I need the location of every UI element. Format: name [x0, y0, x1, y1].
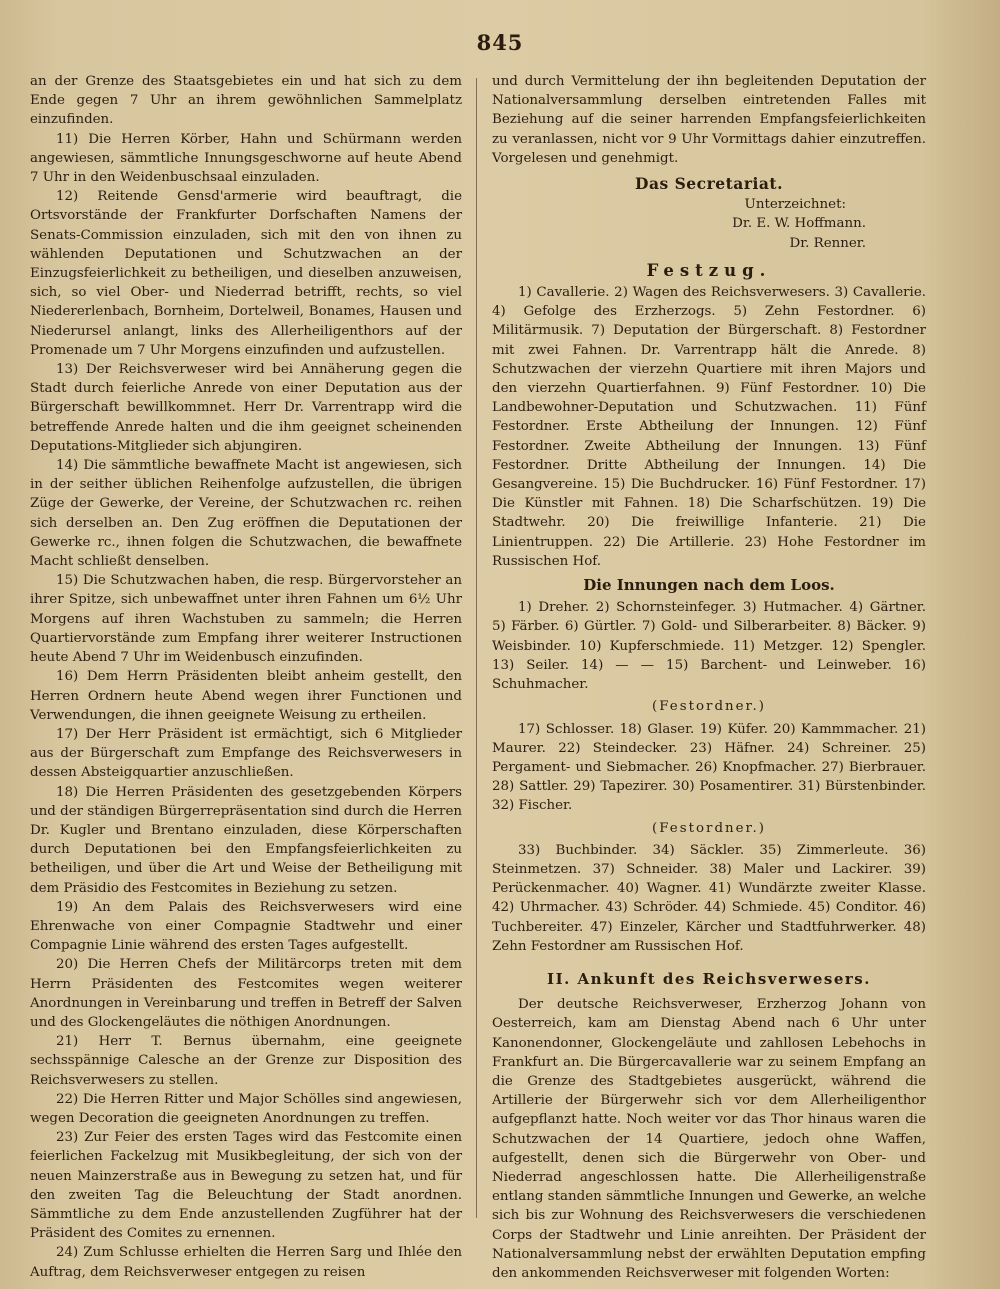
signature-hoffmann: Dr. E. W. Hoffmann. — [732, 216, 866, 232]
section-2-text: Der deutsche Reichsverweser, Erzherzog Johann von Oesterreich, kam am Dienstag Abend nach 6 Uhr unter Kanonendonner, Glockengeläute und zahllosen Lebehochs in Frankfurt an. Die Bürgercavallerie war zu seinem Empfang an die Grenze des Stadtgebietes ausgerückt, während die Artillerie der Bürgerwehr sich vor dem Allerheiligenthor aufgepflanzt hatte. Noch weiter vor das Thor hinaus waren die Schutzwachen der 14 Quartiere, jedoch ohne Waffen, aufgestellt, denen sich die Bürgerwehr von Ober- und Niederrad angeschlossen hatte. Die Allerheiligenstraße entlang standen sämmtliche Innungen und Gewerke, an welche sich bis zur Wohnung des Reichsverwesers die verschiedenen Corps der Stadtwehr und Linie anreihten. Der Präsident der Nationalversammlung nebst der erwählten Deputation empfing den ankommenden Reichsverweser mit folgenden Worten: — [492, 997, 926, 1281]
festordner-subhead-1: (Festordner.) — [652, 699, 766, 715]
column-divider — [476, 78, 477, 1218]
festzug-heading: Festzug. — [646, 260, 772, 280]
secretariat-heading: Das Secretariat. — [635, 174, 783, 194]
festzug-list: 1) Cavallerie. 2) Wagen des Reichsverwesers. 3) Cavallerie. 4) Gefolge des Erzherzogs. 5) Zehn Festordner. 6) Militärmusik. 7) Deputation der Bürgerschaft. 8) Festordner mit zwei Fahnen. Dr. Varrentrapp hält die Anrede. 8) Schutzwachen der vierzehn Quartiere mit ihren Majors und den vierzehn Quartierfahnen. 9) Fünf Festordner. 10) Die Landbewohner-Deputation und Schutzwachen. 11) Fünf Festordner. Erste Abtheilung der Innungen. 12) Fünf Festordner. Zweite Abtheilung der Innungen. 13) Fünf Festordner. Dritte Abtheilung der Innungen. 14) Die Gesangvereine. 15) Die Buchdrucker. 16) Fünf Festordner. 17) Die Künstler mit Fahnen. 18) Die Scharfschützen. 19) Die Stadtwehr. 20) Die freiwillige Infanterie. 21) Die Linientruppen. 22) Die Artillerie. 23) Hohe Festordner im Russischen Hof. — [492, 285, 926, 569]
page-number: 845 — [476, 30, 524, 55]
festordner-subhead-2: (Festordner.) — [652, 820, 766, 836]
paragraph-23: 23) Zur Feier des ersten Tages wird das Festcomite einen feierlichen Fackelzug mit Musikbegleitung, der sich von der neuen Mainzerstraße aus in Bewegung zu setzen hat, und für den zweiten Tag die Beleuchtung der Stadt anordnen. Sämmtliche zu dem Ende anzustellenden Zugführer hat der Präsident des Comites zu ernennen. — [30, 1130, 462, 1242]
paragraph-continuation-right: und durch Vermittelung der ihn begleitenden Deputation der Nationalversammlung derselben eintretenden Falles mit Beziehung auf die seiner harrenden Empfangsfeierlichkeiten zu veranlassen, nicht vor 9 Uhr Vormittags dahier einzutreffen. Vorgelesen und genehmigt. — [492, 74, 926, 166]
innungen-list-1: 1) Dreher. 2) Schornsteinfeger. 3) Hutmacher. 4) Gärtner. 5) Färber. 6) Gürtler. 7) Gold- und Silberarbeiter. 8) Bäcker. 9) Weisbinder. 10) Kupferschmiede. 11) Metzger. 12) Spengler. 13) Seiler. 14) — — 15) Barchent- und Leinweber. 16) Schuhmacher. — [492, 600, 926, 693]
signed-label: Unterzeichnet: — [744, 197, 846, 213]
paragraph-14: 14) Die sämmtliche bewaffnete Macht ist angewiesen, sich in der seither üblichen Reihenfolge aufzustellen, die übrigen Züge der Gewerke, der Vereine, der Schutzwachen rc. reihen sich derselben an. Den Zug eröffnen die Deputationen der Gewerke rc., ihnen folgen die Schutzwachen, die bewaffnete Macht schließt denselben. — [30, 458, 462, 570]
paragraph-continuation: an der Grenze des Staatsgebietes ein und hat sich zu dem Ende gegen 7 Uhr an ihrem gewöhnlichen Sammelplatz einzufinden. — [30, 74, 462, 128]
left-column — [30, 72, 462, 1282]
paragraph-24: 24) Zum Schlusse erhielten die Herren Sarg und Ihlée den Auftrag, dem Reichsverweser entgegen zu reisen — [30, 1245, 462, 1280]
right-column — [492, 72, 926, 1283]
paragraph-13: 13) Der Reichsverweser wird bei Annäherung gegen die Stadt durch feierliche Anrede von einer Deputation aus der Bürgerschaft bewillkommnet. Herr Dr. Varrentrapp wird die betreffende Anrede halten und die ihm geeignet scheinenden Deputations-Mitglieder sich abjungiren. — [30, 362, 462, 454]
paragraph-11: 11) Die Herren Körber, Hahn und Schürmann werden angewiesen, sämmtliche Innungsgeschworne auf heute Abend 7 Uhr in den Weidenbuschsaal einzuladen. — [30, 131, 462, 186]
paragraph-20: 20) Die Herren Chefs der Militärcorps treten mit dem Herrn Präsidenten des Festcomites wegen weiterer Anordnungen in Vereinbarung und treffen in Betreff der Salven und des Glockengeläutes die nöthigen Anordnungen. — [30, 957, 462, 1030]
paragraph-19: 19) An dem Palais des Reichsverwesers wird eine Ehrenwache von einer Compagnie Stadtwehr und einer Compagnie Linie während des ersten Tages aufgestellt. — [30, 899, 462, 954]
paragraph-18: 18) Die Herren Präsidenten des gesetzgebenden Körpers und der ständigen Bürgerrepräsentation sind durch die Herren Dr. Kugler und Brentano einzuladen, diese Körperschaften durch Deputationen bei den Empfangsfeierlichkeiten zu betheiligen, und über die Art und Weise der Betheiligung mit dem Präsidio des Festcomites in Beziehung zu setzen. — [30, 784, 462, 896]
section-2-heading: II. Ankunft des Reichsverwesers. — [547, 969, 871, 988]
innungen-list-2: 17) Schlosser. 18) Glaser. 19) Küfer. 20) Kammmacher. 21) Maurer. 22) Steindecker. 23) Häfner. 24) Schreiner. 25) Pergament- und Siebmacher. 26) Knopfmacher. 27) Bierbrauer. 28) Sattler. 29) Tapezirer. 30) Posamentirer. 31) Bürstenbinder. 32) Fischer. — [492, 721, 926, 814]
paragraph-12: 12) Reitende Gensd'armerie wird beauftragt, die Ortsvorstände der Frankfurter Dorfschaften Namens der Senats-Commission einzuladen, sich mit den von ihnen zu wählenden Deputationen und Schutzwachen an der Einzugsfeierlichkeit zu betheiligen, und dieselben anzuweisen, sich, so viel Ober- und Niederrad betrifft, rechts, so viel Niedererlenbach, Bornheim, Dortelweil, Bonames, Hausen und Niederursel anlangt, links des Allerheiligenthors auf der Promenade um 7 Uhr Morgens einzufinden und aufzustellen. — [30, 189, 462, 358]
paragraph-22: 22) Die Herren Ritter und Major Schölles sind angewiesen, wegen Decoration die geeigneten Anordnungen zu treffen. — [30, 1091, 462, 1126]
innungen-list-3: 33) Buchbinder. 34) Säckler. 35) Zimmerleute. 36) Steinmetzen. 37) Schneider. 38) Maler und Lackirer. 39) Perückenmacher. 40) Wagner. 41) Wundärzte zweiter Klasse. 42) Uhrmacher. 43) Schröder. 44) Schmiede. 45) Conditor. 46) Tuchbereiter. 47) Einzeler, Kärcher und Stadtfuhrwerker. 48) Zehn Festordner am Russischen Hof. — [492, 842, 926, 954]
paragraph-17: 17) Der Herr Präsident ist ermächtigt, sich 6 Mitglieder aus der Bürgerschaft zum Empfange des Reichsverwesers in dessen Absteigquartier anzuschließen. — [30, 726, 462, 781]
innungen-heading: Die Innungen nach dem Loos. — [583, 576, 835, 595]
paragraph-15: 15) Die Schutzwachen haben, die resp. Bürgervorsteher an ihrer Spitze, sich unbewaffnet unter ihren Fahnen um 6½ Uhr Morgens auf ihren Wachstuben zu sammeln; die Herren Quartiervorstände zum Empfang ihrer weiterer Instructionen heute Abend 7 Uhr im Weidenbusch einzufinden. — [30, 573, 462, 666]
paragraph-16: 16) Dem Herrn Präsidenten bleibt anheim gestellt, den Herren Ordnern heute Abend wegen ihrer Functionen und Verwendungen, die ihnen geeignete Weisung zu ertheilen. — [30, 669, 462, 723]
paragraph-21: 21) Herr T. Bernus übernahm, eine geeignete sechsspännige Calesche an der Grenze zur Disposition des Reichsverwesers zu stellen. — [30, 1034, 462, 1088]
signature-renner: Dr. Renner. — [789, 235, 866, 251]
